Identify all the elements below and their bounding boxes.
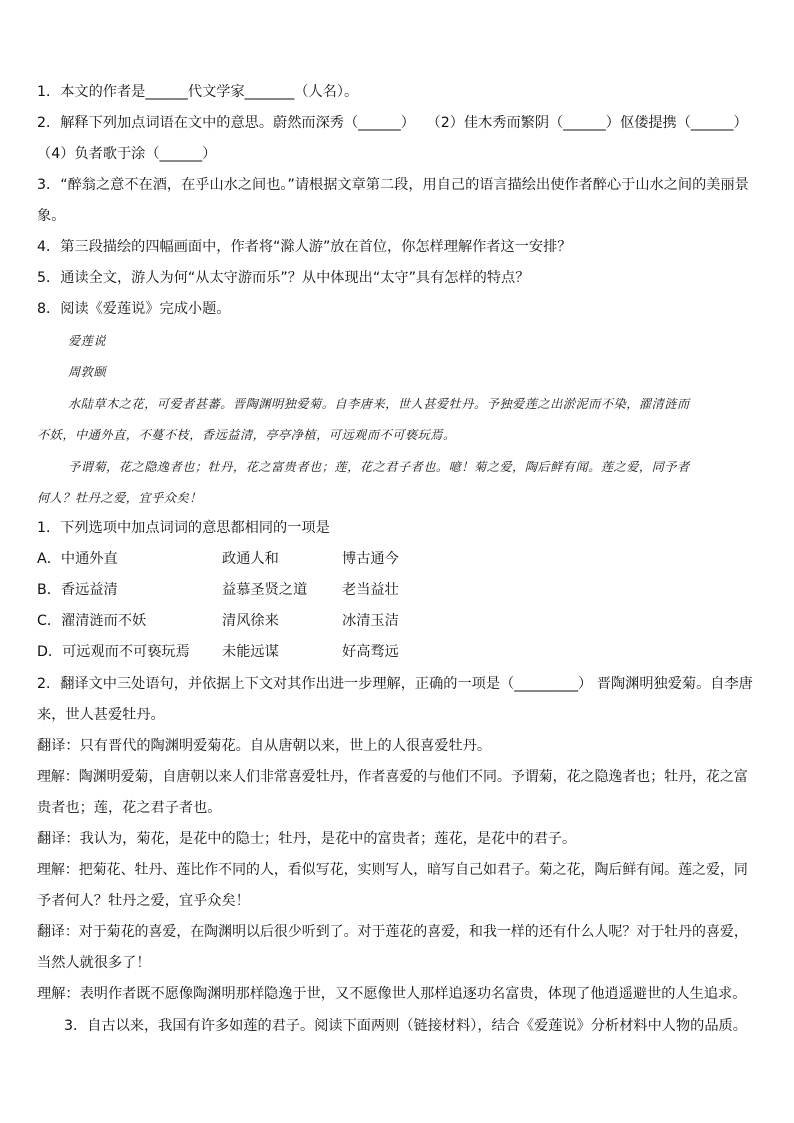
option-a-item-1: A．中通外直 [37,551,118,567]
question-3-continued: 象。 [37,208,66,224]
question-5-taishou: 5．通读全文，游人为何“从太守游而乐”？从中体现出“太守”具有怎样的特点？ [37,270,530,286]
understanding-2: 理解：把菊花、牡丹、莲比作不同的人，看似写花，实则写人，暗写自己如君子。菊之花，陶后鲜有闻。莲之爱，同 [37,862,748,878]
option-b-item-1: B．香远益清 [37,582,118,598]
passage-paragraph-2-line-2: 何人？牡丹之爱，宜乎众矣！ [37,491,202,505]
question-1-author: 1．本文的作者是______代文学家_______（人名）。 [37,84,359,100]
option-d-item-2: 未能远谋 [222,644,279,660]
option-b-item-2: 益慕圣贤之道 [222,582,308,598]
translation-3-continued: 当然人就很多了！ [37,955,151,971]
passage-title: 爱莲说 [68,334,107,348]
option-c-item-1: C．濯清涟而不妖 [37,613,147,629]
option-b-item-3: 老当益壮 [342,582,399,598]
passage-paragraph-2-line-1: 予谓菊，花之隐逸者也；牡丹，花之富贵者也；莲，花之君子者也。噫！菊之爱，陶后鲜有闻。莲之爱，同予者 [68,460,690,474]
option-a-item-3: 博古通今 [342,551,399,567]
subquestion-2-stem-continued: 来，世人甚爱牡丹。 [37,707,165,723]
translation-3: 翻译：对于菊花的喜爱，在陶渊明以后很少听到了。对于莲花的喜爱，和我一样的还有什么人呢？对于牡丹的喜爱， [37,924,748,940]
option-a-item-2: 政通人和 [222,551,279,567]
option-c-item-2: 清风徐来 [222,613,279,629]
understanding-2-continued: 予者何人？牡丹之爱，宜乎众矣！ [37,893,250,909]
question-4-arrangement: 4．第三段描绘的四幅画面中，作者将“滁人游”放在首位，你怎样理解作者这一安排？ [37,239,572,255]
subquestion-2-stem: 2．翻译文中三处语句，并依据上下文对其作出进一步理解，正确的一项是（_________） 晋陶渊明独爱菊。自李唐 [37,676,753,692]
passage-paragraph-1-line-2: 不妖，中通外直，不蔓不枝，香远益清，亭亭净植，可远观而不可亵玩焉。 [37,428,456,442]
option-d-item-3: 好高骛远 [342,644,399,660]
subquestion-1-stem: 1．下列选项中加点词词的意思都相同的一项是 [37,520,330,536]
passage-paragraph-1-line-1: 水陆草木之花，可爱者甚蕃。晋陶渊明独爱菊。自李唐来，世人甚爱牡丹。予独爱莲之出淤泥而不染，濯清涟而 [68,397,690,411]
subquestion-3-stem: 3．自古以来，我国有许多如莲的君子。阅读下面两则（链接材料），结合《爱莲说》分析材料中人物的品质。 [64,1018,747,1034]
option-d-item-1: D．可远观而不可亵玩焉 [37,644,190,660]
question-8-intro: 8．阅读《爱莲说》完成小题。 [37,301,231,317]
understanding-3: 理解：表明作者既不愿像陶渊明那样隐逸于世，又不愿像世人那样追逐功名富贵，体现了他逍遥避世的人生追求。 [37,986,747,1002]
option-c-item-3: 冰清玉洁 [342,613,399,629]
translation-2: 翻译：我认为，菊花，是花中的隐士；牡丹，是花中的富贵者；莲花，是花中的君子。 [37,831,577,847]
understanding-1-continued: 贵者也；莲，花之君子者也。 [37,800,222,816]
question-2-continued: （4）负者歌于涂（______） [37,146,217,162]
understanding-1: 理解：陶渊明爱菊，自唐朝以来人们非常喜爱牡丹，作者喜爱的与他们不同。予谓菊，花之隐逸者也；牡丹，花之富 [37,769,748,785]
passage-author: 周敦颐 [68,365,107,379]
question-3-describe-scene: 3．“醉翁之意不在酒，在乎山水之间也。”请根据文章第二段，用自己的语言描绘出使作者醉心于山水之间的美丽景 [37,177,749,193]
translation-1: 翻译：只有晋代的陶渊明爱菊花。自从唐朝以来，世上的人很喜爱牡丹。 [37,738,492,754]
question-2-explain-words: 2．解释下列加点词语在文中的意思。蔚然而深秀（______） （2）佳木秀而繁阴（______）伛偻提携（______） [37,115,748,131]
